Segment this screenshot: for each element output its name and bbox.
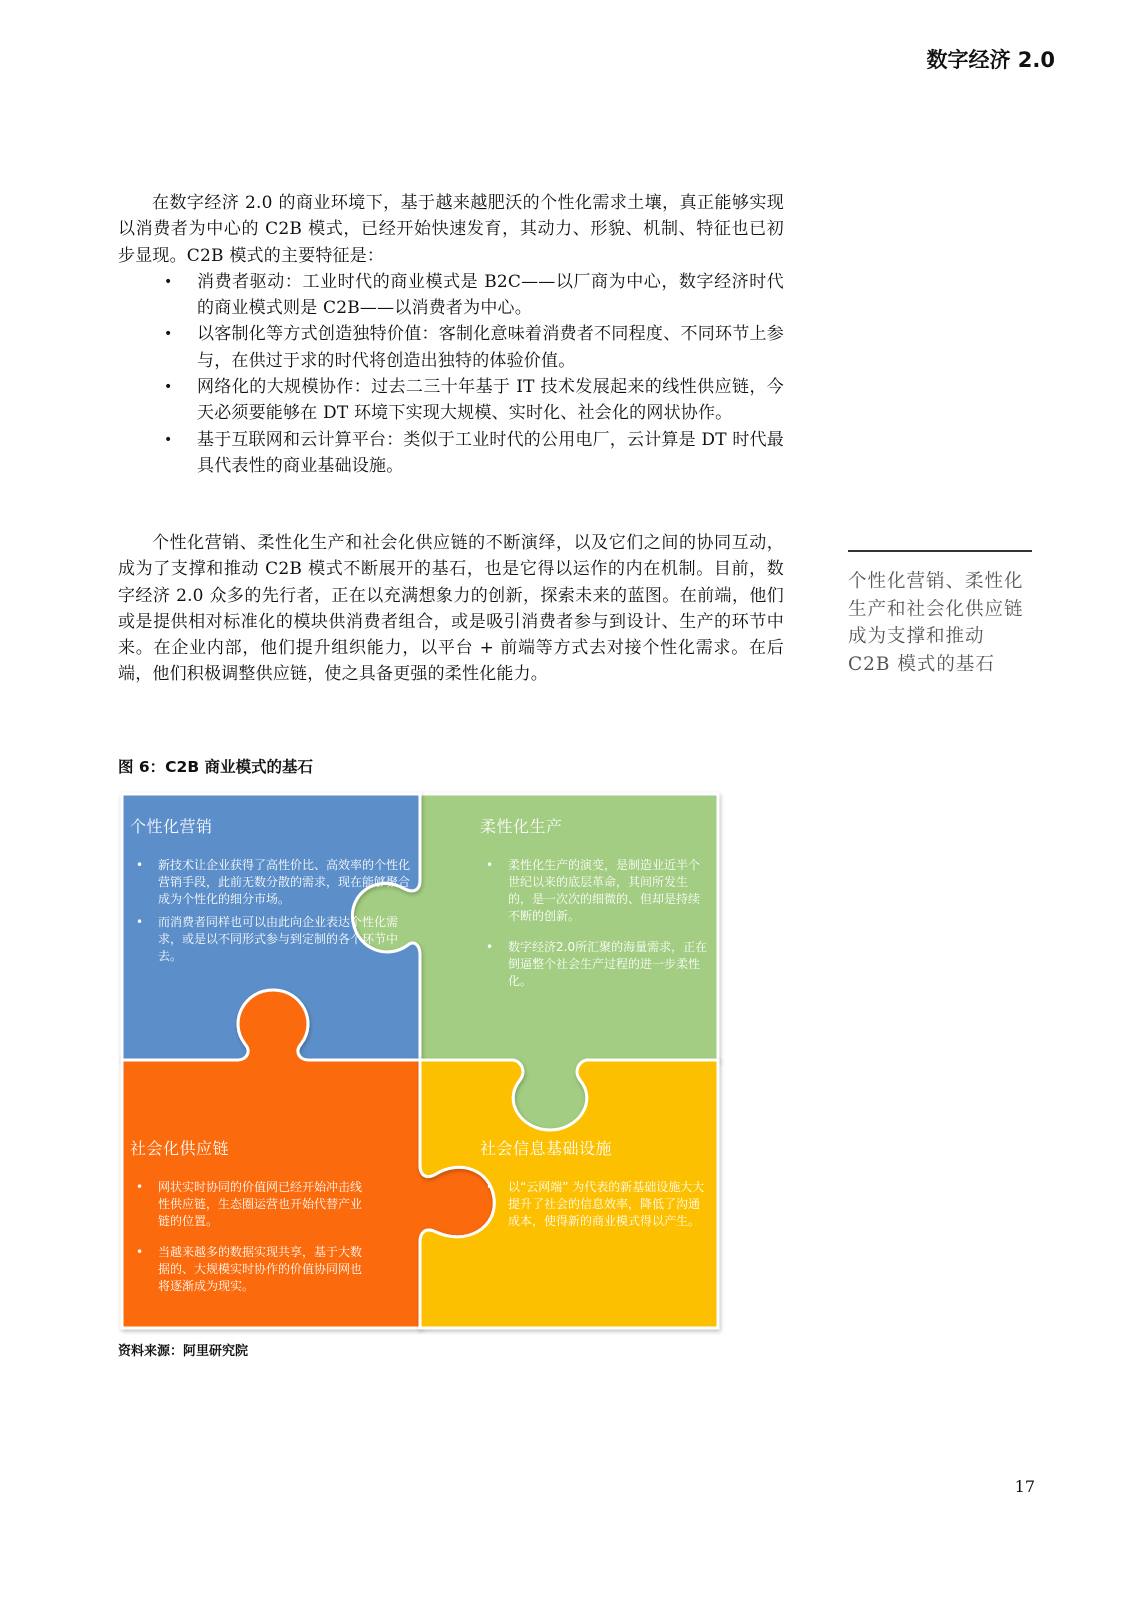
bullet-icon: • — [486, 1180, 494, 1194]
piece-production — [480, 814, 710, 996]
list-item: • 以客制化等方式创造独特价值：客制化意味着消费者不同程度、不同环节上参与，在供过于求的时代将创造出独特的体验价值。 — [118, 321, 784, 374]
bullet-icon: • — [486, 940, 494, 954]
piece-marketing — [130, 814, 410, 971]
bullet-icon: • — [136, 1180, 144, 1194]
bullet-icon: • — [164, 379, 173, 396]
piece-supply-chain — [130, 1136, 362, 1301]
piece-bullets — [130, 857, 410, 965]
list-item: • 基于互联网和云计算平台：类似于工业时代的公用电厂，云计算是 DT 时代最具代表性的商业基础设施。 — [118, 427, 784, 480]
bullet-icon: • — [136, 1245, 144, 1259]
list-item: • 柔性化生产的演变，是制造业近半个世纪以来的底层革命，其间所发生的，是一次次的细微的、但却是持续不断的创新。 — [486, 858, 701, 923]
bullet-icon: • — [164, 431, 173, 448]
list-item: • 以“云网端” 为代表的新基础设施大大提升了社会的信息效率，降低了沟通成本，使得新的商业模式得以产生。 — [486, 1180, 705, 1228]
body-paragraph: 个性化营销、柔性化生产和社会化供应链的不断演绎，以及它们之间的协同互动，成为了支撑和推动 C2B 模式不断展开的基石，也是它得以运作的内在机制。目前，数字经济 2.0 众多的先行者，正在以充满想象力的创新，探索未来的蓝图。在前端，他们或是提供相对标准化的模块供消费者组合，或是吸引消费者参与到设计、生产的环节中来。在企业内部，他们提升组织能力，以平台 + 前端等方式去对接个性化需求。在后端，他们积极调整供应链，使之具备更强的柔性化能力。 — [118, 533, 784, 685]
bullet-icon: • — [486, 858, 494, 872]
body-section — [118, 530, 784, 688]
pull-quote: 个性化营销、柔性化生产和社会化供应链成为支撑和推动 C2B 模式的基石 — [848, 571, 1024, 675]
intro-section — [118, 190, 784, 479]
piece-bullets — [130, 1179, 362, 1295]
piece-bullets — [480, 857, 710, 990]
piece-infrastructure — [480, 1136, 710, 1236]
list-item: • 数字经济2.0所汇聚的海量需求，正在倒逼整个社会生产过程的进一步柔性化。 — [486, 940, 708, 988]
figure-caption: 图 6：C2B 商业模式的基石 — [118, 758, 314, 776]
piece-bullets — [480, 1179, 710, 1230]
list-item: • 网状实时协同的价值网已经开始冲击线性供应链，生态圈运营也开始代替产业链的位置。 — [136, 1180, 363, 1228]
intro-paragraph: 在数字经济 2.0 的商业环境下，基于越来越肥沃的个性化需求土壤，真正能够实现以消费者为中心的 C2B 模式，已经开始快速发育，其动力、形貌、机制、特征也已初步显现。C2B 模式的主要特征是： — [118, 193, 784, 266]
list-item: • 当越来越多的数据实现共享，基于大数据的、大规模实时协作的价值协同网也将逐渐成为现实。 — [136, 1245, 363, 1293]
puzzle-figure — [118, 790, 726, 1335]
bullet-icon: • — [136, 915, 144, 929]
page-number: 17 — [1014, 1477, 1035, 1496]
list-item: • 而消费者同样也可以由此向企业表达个性化需求，或是以不同形式参与到定制的各个环节中去。 — [136, 915, 399, 963]
bullet-icon: • — [164, 273, 173, 290]
bullet-icon: • — [164, 326, 173, 343]
piece-title: 社会信息基础设施 — [480, 1139, 613, 1158]
bullet-icon: • — [136, 858, 144, 872]
piece-title: 柔性化生产 — [480, 817, 563, 836]
figure-source: 资料来源：阿里研究院 — [118, 1344, 249, 1359]
list-item: • 消费者驱动：工业时代的商业模式是 B2C——以厂商为中心，数字经济时代的商业模式则是 C2B——以消费者为中心。 — [118, 269, 784, 322]
feature-list — [118, 269, 784, 479]
pull-quote-rule — [848, 550, 1032, 552]
list-item: • 网络化的大规模协作：过去二三十年基于 IT 技术发展起来的线性供应链，今天必须要能够在 DT 环境下实现大规模、实时化、社会化的网状协作。 — [118, 374, 784, 427]
piece-title: 社会化供应链 — [130, 1139, 230, 1158]
piece-title: 个性化营销 — [130, 817, 213, 836]
running-header: 数字经济 2.0 — [926, 48, 1055, 72]
list-item: • 新技术让企业获得了高性价比、高效率的个性化营销手段，此前无数分散的需求，现在能够聚合成为个性化的细分市场。 — [136, 858, 411, 906]
